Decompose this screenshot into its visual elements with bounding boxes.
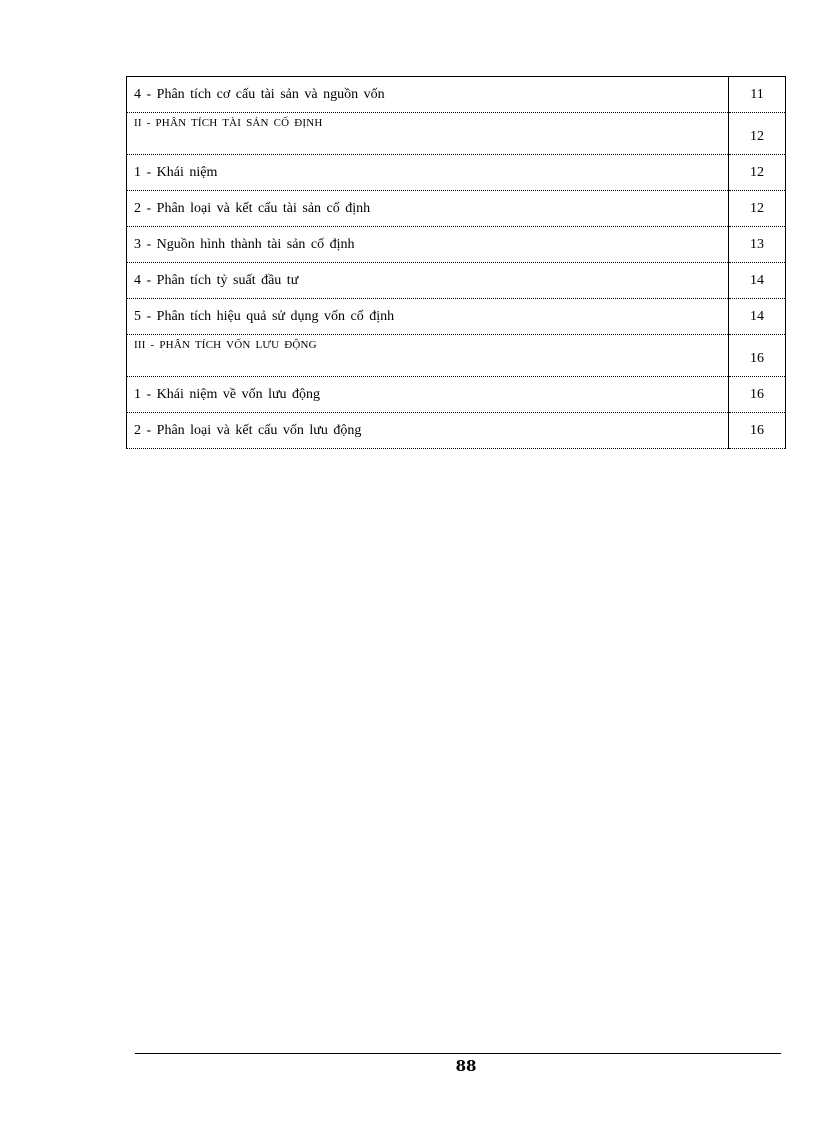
toc-entry-page: 16	[729, 377, 786, 413]
toc-entry-page: 14	[729, 299, 786, 335]
toc-entry-title: 2 - Phân loại và kết cấu tài sản cố định	[127, 191, 729, 227]
table-of-contents	[126, 76, 786, 449]
toc-entry-page: 12	[729, 113, 786, 155]
toc-entry-page: 16	[729, 413, 786, 449]
toc-entry-page: 16	[729, 335, 786, 377]
toc-row	[127, 413, 786, 449]
toc-row	[127, 191, 786, 227]
toc-row	[127, 155, 786, 191]
toc-entry-page: 12	[729, 155, 786, 191]
toc-entry-title: 2 - Phân loại và kết cấu vốn lưu động	[127, 413, 729, 449]
toc-section-title: II - PHÂN TÍCH TÀI SẢN CỐ ĐỊNH	[127, 113, 729, 155]
page-number: 88	[455, 1057, 477, 1075]
footer-divider	[135, 1053, 781, 1054]
toc-entry-title: 1 - Khái niệm về vốn lưu động	[127, 377, 729, 413]
toc-row	[127, 299, 786, 335]
toc-row	[127, 227, 786, 263]
toc-entry-title: 4 - Phân tích tỷ suất đầu tư	[127, 263, 729, 299]
toc-entry-page: 14	[729, 263, 786, 299]
toc-section-row	[127, 335, 786, 377]
toc-entry-title: 4 - Phân tích cơ cấu tài sản và nguồn vốn	[127, 77, 729, 113]
toc-row	[127, 377, 786, 413]
toc-entry-title: 5 - Phân tích hiệu quả sử dụng vốn cố định	[127, 299, 729, 335]
toc-row	[127, 263, 786, 299]
toc-section-row	[127, 113, 786, 155]
toc-entry-page: 13	[729, 227, 786, 263]
toc-row	[127, 77, 786, 113]
toc-entry-title: 3 - Nguồn hình thành tài sản cố định	[127, 227, 729, 263]
toc-section-title: III - PHÂN TÍCH VỐN LƯU ĐỘNG	[127, 335, 729, 377]
toc-entry-title: 1 - Khái niệm	[127, 155, 729, 191]
toc-entry-page: 11	[729, 77, 786, 113]
toc-entry-page: 12	[729, 191, 786, 227]
